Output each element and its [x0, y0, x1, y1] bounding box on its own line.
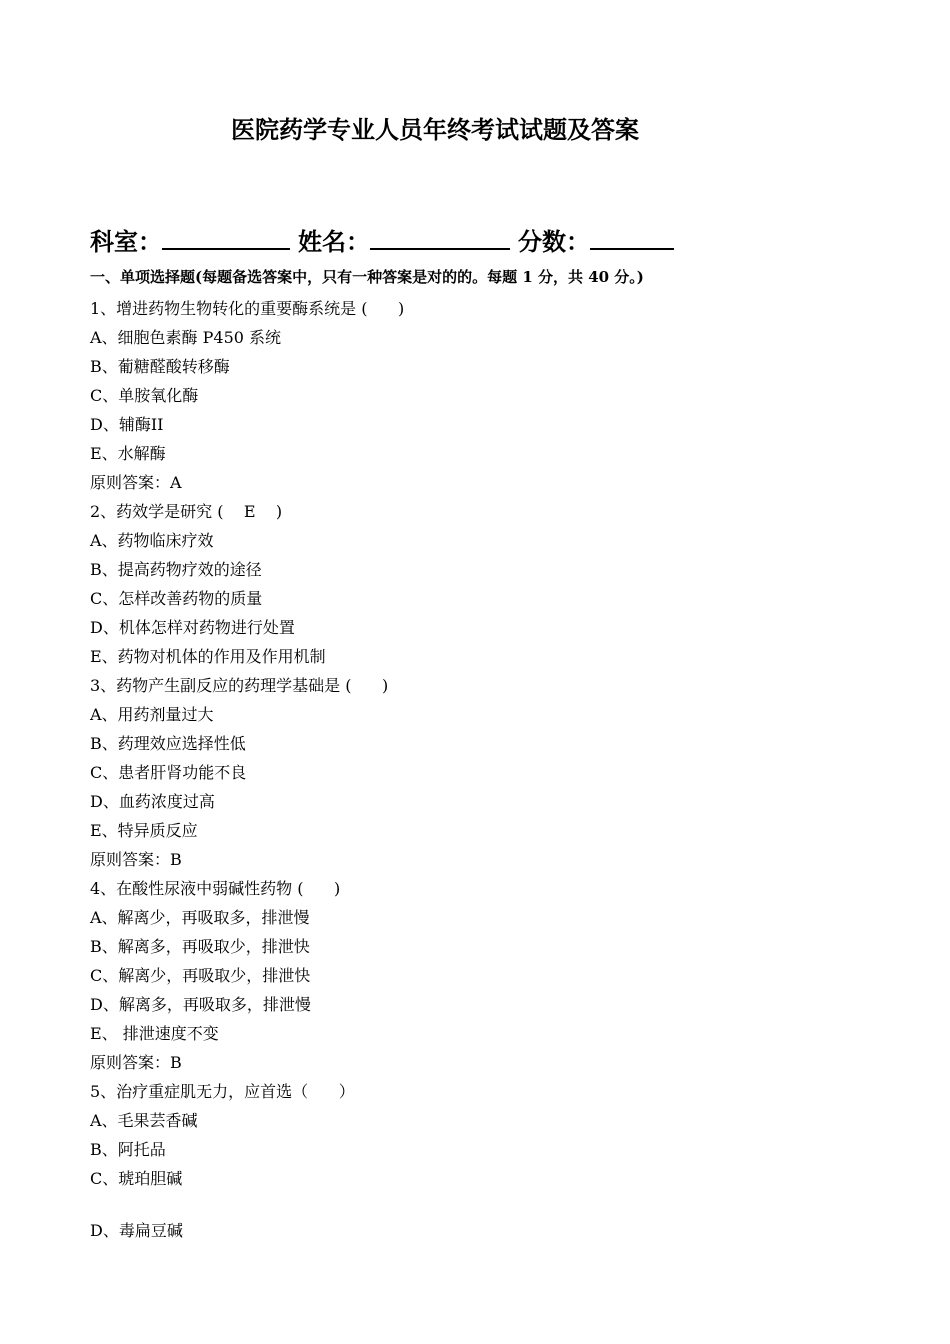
option-line: E、水解酶	[90, 444, 166, 463]
option-line: A、药物临床疗效	[90, 531, 214, 550]
document-title: 医院药学专业人员年终考试试题及答案	[231, 115, 639, 144]
option-line: D、毒扁豆碱	[90, 1221, 183, 1240]
option-line: C、解离少，再吸取少，排泄快	[90, 966, 311, 985]
question-line: 5、治疗重症肌无力，应首选（ ）	[90, 1082, 355, 1101]
option-line: A、解离少，再吸取多，排泄慢	[90, 908, 310, 927]
name-blank[interactable]	[370, 220, 510, 250]
answer-line: 原则答案：B	[90, 1053, 182, 1072]
option-line: D、辅酶II	[90, 415, 164, 434]
answer-line: 原则答案：A	[90, 473, 182, 492]
option-line: D、机体怎样对药物进行处置	[90, 618, 295, 637]
option-line: E、药物对机体的作用及作用机制	[90, 647, 326, 666]
question-line: 3、药物产生副反应的药理学基础是 ( )	[90, 676, 389, 695]
option-line: B、提高药物疗效的途径	[90, 560, 262, 579]
option-line: E、 排泄速度不变	[90, 1024, 219, 1043]
score-blank[interactable]	[590, 220, 674, 250]
option-line: B、阿托品	[90, 1140, 166, 1159]
section-heading: 一、单项选择题(每题备选答案中，只有一种答案是对的的。每题 1 分，共 40 分。)	[90, 268, 644, 286]
question-line: 1、增进药物生物转化的重要酶系统是 ( )	[90, 299, 405, 318]
question-list	[90, 294, 404, 1193]
option-line: C、琥珀胆碱	[90, 1169, 183, 1188]
answer-line: 原则答案：B	[90, 850, 182, 869]
option-line: B、解离多，再吸取少，排泄快	[90, 937, 310, 956]
option-line: C、单胺氧化酶	[90, 386, 199, 405]
dept-label: 科室：	[90, 227, 162, 256]
option-line: D、解离多，再吸取多，排泄慢	[90, 995, 311, 1014]
score-label: 分数：	[518, 227, 590, 256]
option-line: C、怎样改善药物的质量	[90, 589, 263, 608]
name-label: 姓名：	[298, 227, 370, 256]
option-line: A、细胞色素酶 P450 系统	[90, 328, 282, 347]
question-line: 4、在酸性尿液中弱碱性药物 ( )	[90, 879, 341, 898]
option-line: D、血药浓度过高	[90, 792, 215, 811]
option-line: C、患者肝肾功能不良	[90, 763, 247, 782]
dept-blank[interactable]	[162, 220, 290, 250]
option-line: A、毛果芸香碱	[90, 1111, 198, 1130]
exam-header-fields	[90, 220, 682, 256]
option-line: A、用药剂量过大	[90, 705, 214, 724]
option-line: B、葡糖醛酸转移酶	[90, 357, 230, 376]
question-line: 2、药效学是研究 ( E )	[90, 502, 283, 521]
option-line: B、药理效应选择性低	[90, 734, 246, 753]
option-line: E、特异质反应	[90, 821, 198, 840]
